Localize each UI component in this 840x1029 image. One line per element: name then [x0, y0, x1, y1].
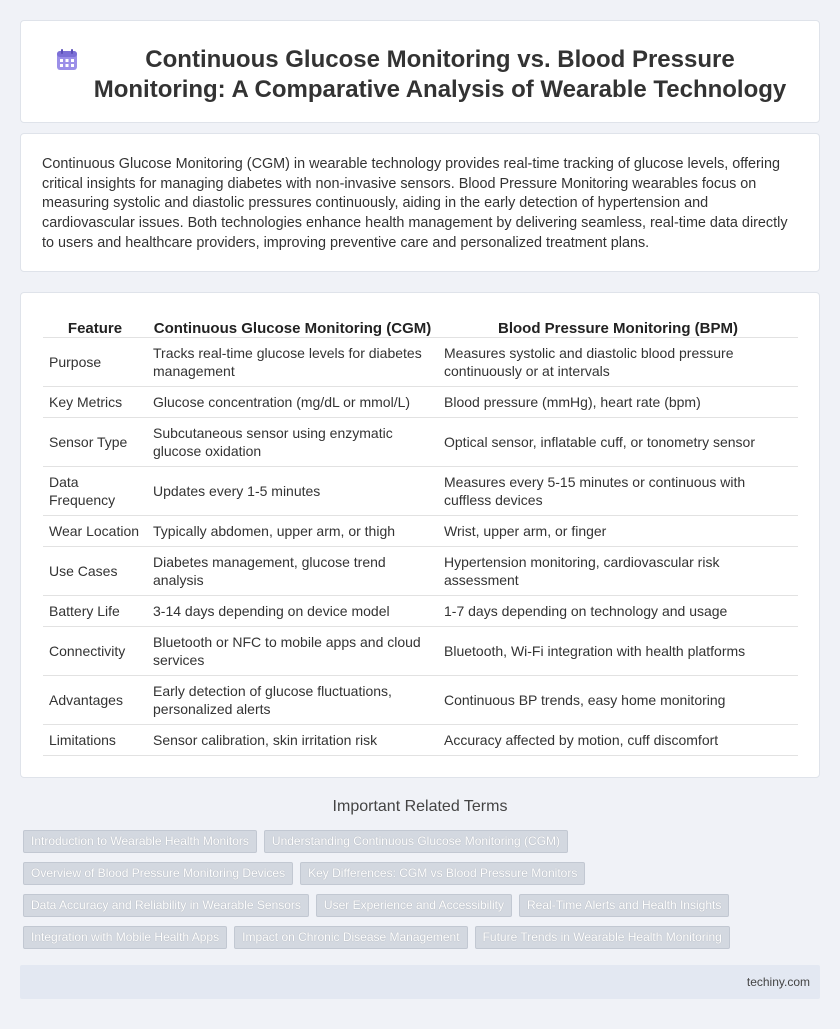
table-row: [43, 626, 798, 675]
column-header-feature: Feature: [43, 315, 147, 337]
cgm-cell: 3-14 days depending on device model: [147, 595, 438, 626]
cgm-cell: Sensor calibration, skin irritation risk: [147, 724, 438, 755]
table-row: [43, 724, 798, 755]
bpm-cell: Measures every 5-15 minutes or continuous with cuffless devices: [438, 466, 798, 515]
related-term-tag[interactable]: Real-Time Alerts and Health Insights: [519, 894, 729, 917]
table-row: [43, 417, 798, 466]
feature-cell: Battery Life: [43, 595, 147, 626]
related-term-tag[interactable]: Data Accuracy and Reliability in Wearable Sensors: [23, 894, 309, 917]
table-row: [43, 515, 798, 546]
feature-cell: Wear Location: [43, 515, 147, 546]
related-terms-list: [20, 830, 780, 958]
cgm-cell: Bluetooth or NFC to mobile apps and cloud services: [147, 626, 438, 675]
cgm-cell: Updates every 1-5 minutes: [147, 466, 438, 515]
cgm-cell: Early detection of glucose fluctuations, personalized alerts: [147, 675, 438, 724]
footer-site[interactable]: techiny.com: [746, 975, 810, 989]
bpm-cell: Hypertension monitoring, cardiovascular risk assessment: [438, 546, 798, 595]
related-term-tag[interactable]: Future Trends in Wearable Health Monitoring: [475, 926, 730, 949]
feature-cell: Purpose: [43, 337, 147, 386]
related-term-tag[interactable]: Overview of Blood Pressure Monitoring Devices: [23, 862, 293, 885]
feature-cell: Data Frequency: [43, 466, 147, 515]
cgm-cell: Subcutaneous sensor using enzymatic glucose oxidation: [147, 417, 438, 466]
related-terms-heading: Important Related Terms: [332, 798, 508, 815]
column-header-bpm: Blood Pressure Monitoring (BPM): [438, 315, 798, 337]
related-term-tag[interactable]: Introduction to Wearable Health Monitors: [23, 830, 257, 853]
related-terms-row: [23, 862, 780, 885]
cgm-cell: Typically abdomen, upper arm, or thigh: [147, 515, 438, 546]
bpm-cell: 1-7 days depending on technology and usage: [438, 595, 798, 626]
related-terms-row: [23, 830, 780, 853]
table-row: [43, 386, 798, 417]
bpm-cell: Wrist, upper arm, or finger: [438, 515, 798, 546]
feature-cell: Key Metrics: [43, 386, 147, 417]
related-terms-row: [23, 926, 780, 949]
bpm-cell: Optical sensor, inflatable cuff, or tonometry sensor: [438, 417, 798, 466]
related-term-tag[interactable]: Understanding Continuous Glucose Monitoring (CGM): [264, 830, 568, 853]
related-term-tag[interactable]: Impact on Chronic Disease Management: [234, 926, 467, 949]
feature-cell: Limitations: [43, 724, 147, 755]
comparison-table: [43, 315, 798, 756]
footer: [20, 965, 820, 999]
table-row: [43, 466, 798, 515]
intro-card: [20, 133, 820, 272]
table-row: [43, 595, 798, 626]
table-row: [43, 337, 798, 386]
cgm-cell: Glucose concentration (mg/dL or mmol/L): [147, 386, 438, 417]
table-row: [43, 546, 798, 595]
cgm-cell: Tracks real-time glucose levels for diabetes management: [147, 337, 438, 386]
bpm-cell: Continuous BP trends, easy home monitoring: [438, 675, 798, 724]
intro-paragraph: Continuous Glucose Monitoring (CGM) in wearable technology provides real-time tracking of glucose levels, offering critical insights for managing diabetes with non-invasive sensors. Blood Pressure Monitoring wearables focus on measuring systolic and diastolic pressures continuously, aiding in the early detection of hypertension and cardiovascular issues. Both technologies enhance health management by delivering seamless, real-time data directly to users and healthcare providers, improving preventive care and personalized treatment plans.: [42, 156, 788, 251]
table-row: [43, 675, 798, 724]
page-title: Continuous Glucose Monitoring vs. Blood Pressure Monitoring: A Comparative Analysis of Wearable Technology: [93, 46, 787, 103]
feature-cell: Use Cases: [43, 546, 147, 595]
related-term-tag[interactable]: Integration with Mobile Health Apps: [23, 926, 227, 949]
bpm-cell: Measures systolic and diastolic blood pressure continuously or at intervals: [438, 337, 798, 386]
bpm-cell: Blood pressure (mmHg), heart rate (bpm): [438, 386, 798, 417]
feature-cell: Advantages: [43, 675, 147, 724]
title-card: [20, 20, 820, 123]
related-terms-row: [23, 894, 780, 917]
cgm-cell: Diabetes management, glucose trend analysis: [147, 546, 438, 595]
related-term-tag[interactable]: Key Differences: CGM vs Blood Pressure Monitors: [300, 862, 585, 885]
table-header-row: [43, 315, 798, 337]
comparison-table-card: [20, 292, 820, 778]
feature-cell: Sensor Type: [43, 417, 147, 466]
related-term-tag[interactable]: User Experience and Accessibility: [316, 894, 512, 917]
column-header-cgm: Continuous Glucose Monitoring (CGM): [147, 315, 438, 337]
bpm-cell: Bluetooth, Wi-Fi integration with health platforms: [438, 626, 798, 675]
feature-cell: Connectivity: [43, 626, 147, 675]
bpm-cell: Accuracy affected by motion, cuff discomfort: [438, 724, 798, 755]
